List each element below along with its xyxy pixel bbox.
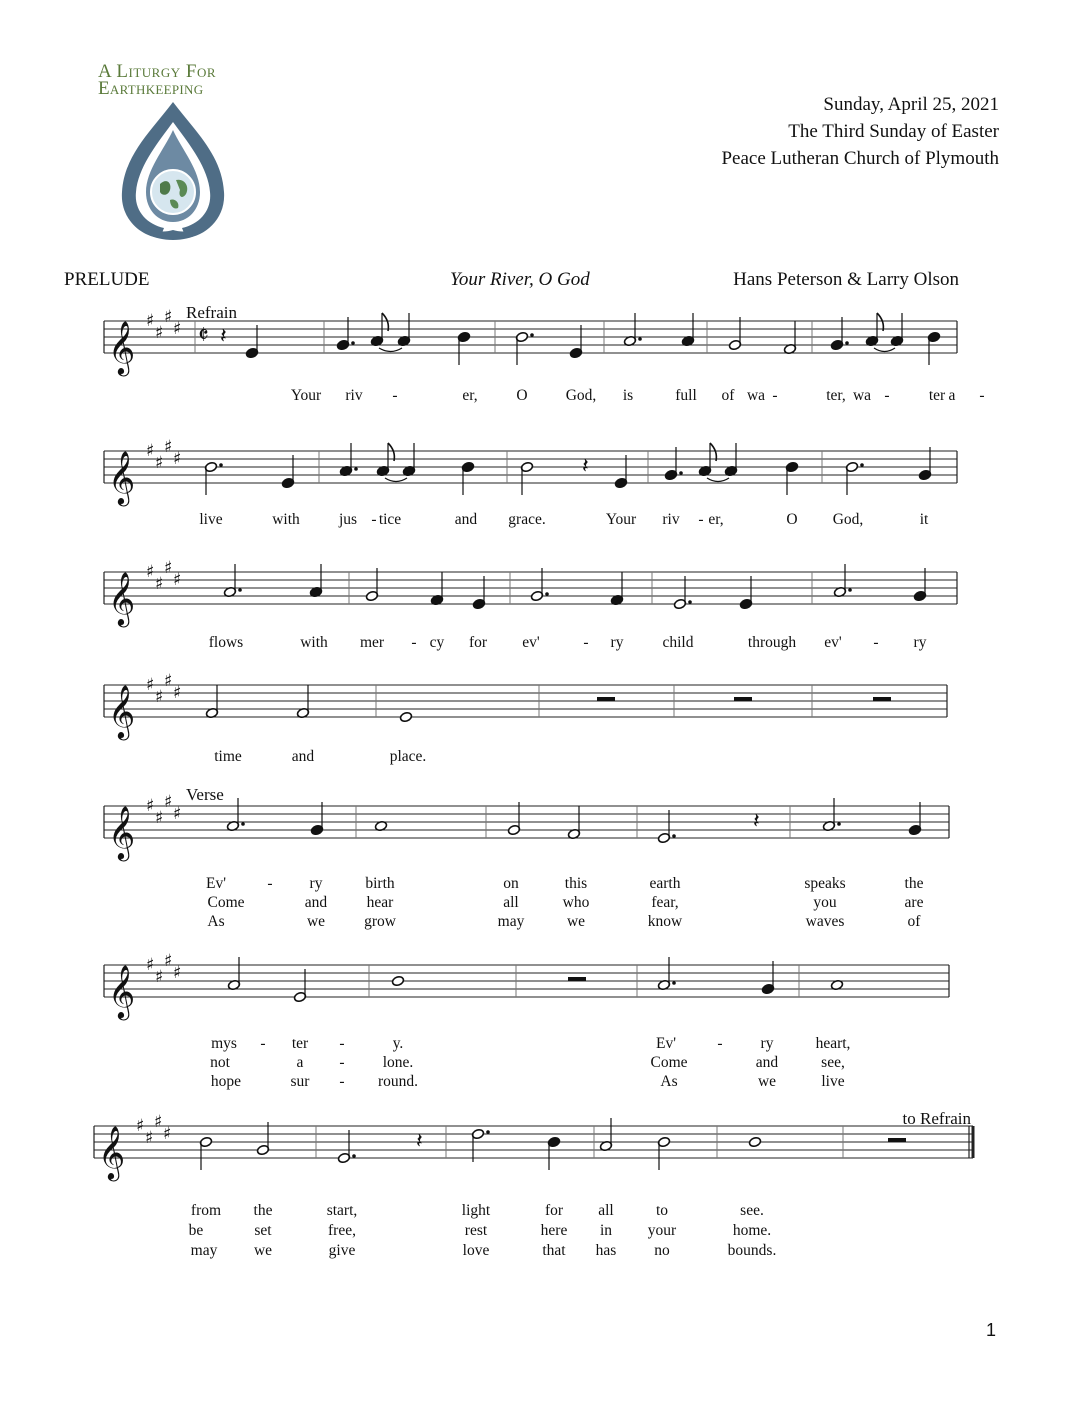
lyric-syllable: full — [675, 387, 697, 404]
sharp-icon: ♯ — [145, 1128, 154, 1148]
lyric-syllable: birth — [365, 875, 395, 892]
lyric-syllable: ter, — [826, 387, 846, 404]
lyric-syllable: grace. — [508, 511, 546, 528]
service-date: Sunday, April 25, 2021 — [823, 94, 999, 115]
lyric-syllable: ter — [291, 1035, 309, 1052]
augmentation-dot — [672, 981, 676, 985]
tie — [385, 478, 407, 482]
lyric-syllable: grow — [364, 913, 396, 930]
lyric-syllable: - — [979, 387, 985, 404]
lyric-syllable: the — [253, 1202, 273, 1219]
logo-line-2: Earthkeeping — [98, 78, 204, 99]
cut-time-icon: 𝄵 — [198, 321, 209, 349]
lyric-syllable: are — [904, 894, 924, 911]
augmentation-dot — [352, 1154, 356, 1158]
lyric-syllable: cy — [429, 634, 445, 651]
lyric-syllable: time — [214, 748, 242, 765]
notehead — [399, 711, 412, 722]
lyric-syllable: ry — [913, 634, 927, 651]
lyric-syllable: hope — [210, 1073, 242, 1090]
quarter-rest-icon: 𝄽 — [416, 1129, 423, 1154]
sharp-icon: ♯ — [146, 311, 155, 331]
treble-clef-icon: 𝄞 — [98, 1125, 126, 1179]
augmentation-dot — [351, 341, 355, 345]
lyric-syllable: - — [392, 387, 398, 404]
lyric-syllable: riv — [662, 511, 680, 528]
lyric-syllable: on — [503, 875, 519, 892]
lyric-syllable: from — [190, 1202, 222, 1219]
lyric-syllable: er, — [708, 511, 724, 528]
lyric-syllable: God, — [565, 387, 597, 404]
lyric-syllable: O — [516, 387, 528, 404]
half-rest-icon — [888, 1138, 906, 1142]
note-flag — [382, 313, 388, 331]
lyric-syllable: that — [542, 1242, 566, 1259]
note-flag — [877, 313, 883, 331]
lyric-syllable: waves — [805, 913, 845, 930]
lyric-syllable: child — [662, 634, 694, 651]
lyric-syllable: here — [540, 1222, 568, 1239]
lyric-syllable: who — [562, 894, 590, 911]
lyric-syllable: jus — [338, 511, 358, 528]
sharp-icon: ♯ — [173, 449, 182, 469]
lyric-syllable: round. — [377, 1073, 419, 1090]
quarter-rest-icon: 𝄽 — [753, 809, 760, 834]
lyric-syllable: give — [328, 1242, 356, 1259]
verse-label: Verse — [186, 785, 224, 804]
half-rest-icon — [568, 977, 586, 981]
sharp-icon: ♯ — [173, 683, 182, 703]
lyric-syllable: - — [260, 1035, 266, 1052]
lyric-syllable: for — [468, 634, 488, 651]
notehead — [391, 975, 404, 986]
lyric-syllable: speaks — [804, 875, 846, 892]
church-name: Peace Lutheran Church of Plymouth — [721, 148, 999, 169]
lyric-syllable: ter — [928, 387, 946, 404]
to-refrain-label: to Refrain — [902, 1109, 971, 1128]
lyric-syllable: be — [188, 1222, 204, 1239]
lyric-syllable: place. — [389, 748, 427, 765]
lyric-syllable: of — [721, 387, 735, 404]
composers: Hans Peterson & Larry Olson — [733, 269, 959, 290]
lyric-syllable: As — [660, 1073, 678, 1090]
augmentation-dot — [679, 471, 683, 475]
lyric-syllable: of — [907, 913, 921, 930]
augmentation-dot — [354, 467, 358, 471]
tie — [707, 478, 729, 482]
sharp-icon: ♯ — [173, 319, 182, 339]
augmentation-dot — [241, 822, 245, 826]
lyric-syllable: may — [497, 913, 525, 930]
sharp-icon: ♯ — [155, 687, 164, 707]
note-flag — [388, 443, 394, 461]
sharp-icon: ♯ — [163, 1124, 172, 1144]
treble-clef-icon: 𝄞 — [108, 805, 136, 859]
lyric-syllable: Your — [605, 511, 637, 528]
notehead — [748, 1136, 761, 1147]
lyric-syllable: lone. — [382, 1054, 414, 1071]
lyric-syllable: with — [272, 511, 300, 528]
lyric-syllable: hear — [366, 894, 394, 911]
lyric-syllable: God, — [832, 511, 864, 528]
lyric-syllable: - — [339, 1035, 345, 1052]
lyric-syllable: sur — [290, 1073, 310, 1090]
lyric-syllable: know — [647, 913, 683, 930]
sharp-icon: ♯ — [146, 562, 155, 582]
tie — [874, 348, 895, 352]
lyric-syllable: all — [598, 1202, 614, 1219]
sharp-icon: ♯ — [173, 570, 182, 590]
sharp-icon: ♯ — [164, 671, 173, 691]
lyric-syllable: Come — [207, 894, 245, 911]
sharp-icon: ♯ — [146, 675, 155, 695]
lyric-syllable: a — [948, 387, 956, 404]
lyric-syllable: and — [304, 894, 328, 911]
sharp-icon: ♯ — [146, 441, 155, 461]
lyric-syllable: Come — [650, 1054, 688, 1071]
lyric-syllable: ev' — [824, 634, 842, 651]
lyric-syllable: we — [757, 1073, 777, 1090]
lyric-syllable: ry — [760, 1035, 774, 1052]
augmentation-dot — [530, 333, 534, 337]
logo-line-1: A Liturgy For — [98, 61, 217, 82]
lyric-syllable: start, — [326, 1202, 358, 1219]
lyric-syllable: see, — [821, 1054, 845, 1071]
sharp-icon: ♯ — [155, 323, 164, 343]
treble-clef-icon: 𝄞 — [108, 684, 136, 738]
lyric-syllable: earth — [649, 875, 681, 892]
lyric-syllable: bounds. — [727, 1242, 777, 1259]
lyric-syllable: love — [462, 1242, 490, 1259]
treble-clef-icon: 𝄞 — [108, 320, 136, 374]
lyric-syllable: and — [454, 511, 478, 528]
lyric-syllable: in — [599, 1222, 613, 1239]
half-rest-icon — [597, 697, 615, 701]
lyric-syllable: no — [654, 1242, 670, 1259]
lyric-syllable: all — [503, 894, 519, 911]
lyric-syllable: is — [622, 387, 634, 404]
lyric-syllable: the — [904, 875, 924, 892]
lyric-syllable: - — [267, 875, 273, 892]
sharp-icon: ♯ — [155, 574, 164, 594]
lyric-syllable: Ev' — [205, 875, 227, 892]
prelude-label: PRELUDE — [64, 269, 150, 290]
sharp-icon: ♯ — [155, 453, 164, 473]
lyric-syllable: - — [371, 511, 377, 528]
refrain-label: Refrain — [186, 303, 237, 322]
lyric-syllable: - — [339, 1073, 345, 1090]
lyric-syllable: As — [207, 913, 225, 930]
lyric-syllable: y. — [392, 1035, 404, 1052]
lyric-syllable: mer — [359, 634, 385, 651]
hymn-title: Your River, O God — [450, 269, 590, 290]
lyric-syllable: free, — [328, 1222, 356, 1239]
sharp-icon: ♯ — [136, 1116, 145, 1136]
half-rest-icon — [734, 697, 752, 701]
lyric-syllable: - — [411, 634, 417, 651]
lyric-syllable: tice — [378, 511, 402, 528]
sharp-icon: ♯ — [173, 804, 182, 824]
lyric-syllable: and — [755, 1054, 779, 1071]
lyric-syllable: may — [190, 1242, 218, 1259]
lyric-syllable: mys — [211, 1035, 237, 1052]
treble-clef-icon: 𝄞 — [108, 571, 136, 625]
augmentation-dot — [848, 588, 852, 592]
augmentation-dot — [837, 822, 841, 826]
lyric-syllable: - — [884, 387, 890, 404]
lyric-syllable: flows — [208, 634, 244, 651]
lyric-syllable: - — [339, 1054, 345, 1071]
quarter-rest-icon: 𝄽 — [582, 454, 589, 479]
lyric-syllable: light — [461, 1202, 491, 1219]
lyric-syllable: it — [919, 511, 929, 528]
lyric-syllable: live — [821, 1073, 845, 1090]
lyric-syllable: er, — [462, 387, 478, 404]
lyric-syllable: set — [254, 1222, 272, 1239]
augmentation-dot — [545, 592, 549, 596]
lyric-syllable: we — [306, 913, 326, 930]
lyric-syllable: Your — [290, 387, 322, 404]
sharp-icon: ♯ — [173, 963, 182, 983]
lyric-syllable: - — [717, 1035, 723, 1052]
sharp-icon: ♯ — [164, 951, 173, 971]
treble-clef-icon: 𝄞 — [108, 450, 136, 504]
lyric-syllable: see. — [740, 1202, 764, 1219]
note-flag — [710, 443, 716, 461]
treble-clef-icon: 𝄞 — [108, 964, 136, 1018]
lyric-syllable: for — [544, 1202, 564, 1219]
quarter-rest-icon: 𝄽 — [220, 324, 227, 349]
lyric-syllable: your — [647, 1222, 677, 1239]
lyric-syllable: - — [583, 634, 589, 651]
lyric-syllable: we — [566, 913, 586, 930]
augmentation-dot — [219, 463, 223, 467]
lyric-syllable: we — [253, 1242, 273, 1259]
lyric-syllable: with — [300, 634, 328, 651]
lyric-syllable: this — [564, 875, 588, 892]
lyric-syllable: - — [873, 634, 879, 651]
sharp-icon: ♯ — [164, 558, 173, 578]
lyric-syllable: you — [813, 894, 837, 911]
lyric-syllable: rest — [464, 1222, 488, 1239]
lyric-syllable: ev' — [522, 634, 540, 651]
lyric-syllable: O — [786, 511, 798, 528]
lyric-syllable: not — [210, 1054, 230, 1071]
augmentation-dot — [845, 341, 849, 345]
lyric-syllable: live — [199, 511, 223, 528]
half-rest-icon — [873, 697, 891, 701]
sharp-icon: ♯ — [164, 437, 173, 457]
lyric-syllable: and — [291, 748, 315, 765]
page-number: 1 — [985, 1320, 996, 1340]
lyric-syllable: through — [747, 634, 797, 651]
service-occasion: The Third Sunday of Easter — [788, 121, 999, 142]
lyric-syllable: fear, — [651, 894, 679, 911]
lyric-syllable: - — [698, 511, 704, 528]
lyric-syllable: ry — [610, 634, 624, 651]
augmentation-dot — [638, 337, 642, 341]
lyric-syllable: home. — [732, 1222, 772, 1239]
lyric-syllable: wa — [746, 387, 766, 404]
lyric-syllable: - — [772, 387, 778, 404]
augmentation-dot — [486, 1130, 490, 1134]
lyric-syllable: has — [595, 1242, 617, 1259]
lyric-syllable: heart, — [815, 1035, 851, 1052]
augmentation-dot — [672, 834, 676, 838]
sharp-icon: ♯ — [155, 967, 164, 987]
tie — [379, 348, 402, 352]
lyric-syllable: ry — [309, 875, 323, 892]
sharp-icon: ♯ — [146, 796, 155, 816]
lyric-syllable: to — [655, 1202, 669, 1219]
sharp-icon: ♯ — [146, 955, 155, 975]
lyric-syllable: riv — [345, 387, 363, 404]
augmentation-dot — [688, 600, 692, 604]
sharp-icon: ♯ — [164, 307, 173, 327]
lyric-syllable: Ev' — [655, 1035, 677, 1052]
lyric-syllable: a — [296, 1054, 304, 1071]
lyric-syllable: wa — [852, 387, 872, 404]
sharp-icon: ♯ — [155, 808, 164, 828]
sharp-icon: ♯ — [154, 1112, 163, 1132]
sharp-icon: ♯ — [164, 792, 173, 812]
augmentation-dot — [860, 463, 864, 467]
augmentation-dot — [238, 588, 242, 592]
